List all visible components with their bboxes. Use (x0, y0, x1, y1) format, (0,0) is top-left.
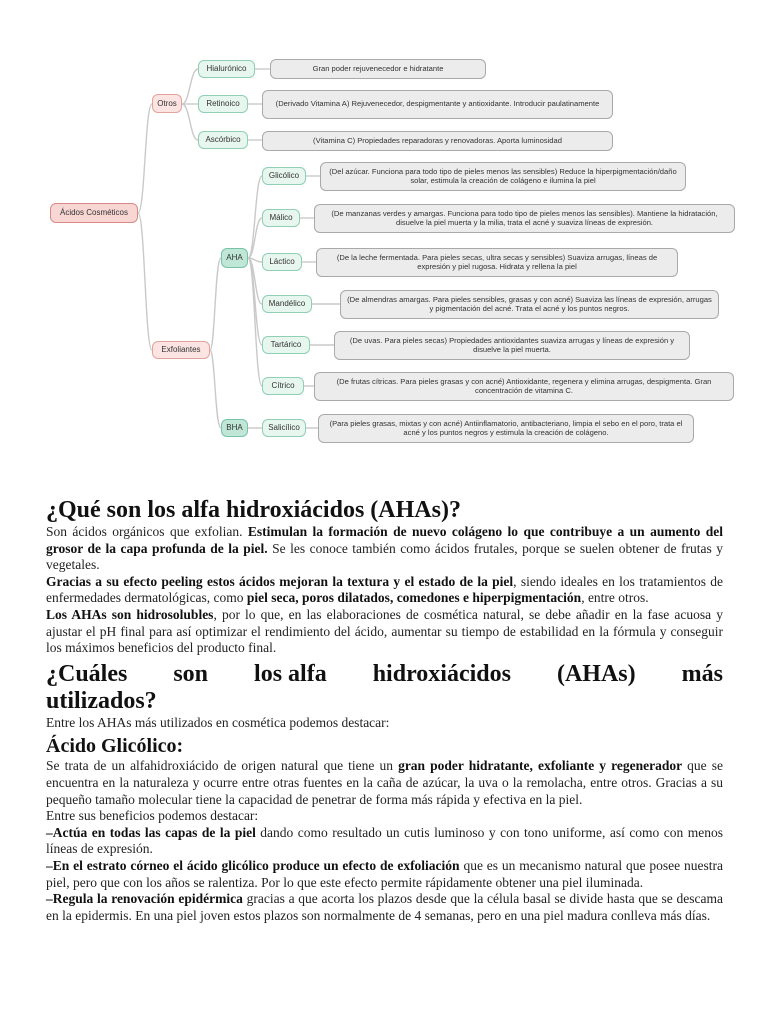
bold-run: –Actúa en todas las capas de la piel (46, 824, 256, 840)
glicolico-paragraph (46, 758, 723, 808)
item-lactico: Láctico (262, 253, 302, 271)
item-tartarico: Tartárico (262, 336, 310, 354)
title-word: hidroxiácidos (372, 660, 511, 687)
section2-title (46, 661, 723, 715)
desc-lactico: (De la leche fermentada. Para pieles secas, ultra secas y sensibles) Suaviza arrugas, líneas de expresión y piel rugosa. Hidrata y rellena la piel (316, 248, 678, 277)
desc-retinoico: (Derivado Vitamina A) Rejuvenecedor, despigmentante y antioxidante. Introducir paulatinamente (262, 90, 613, 119)
section1-paragraph-2 (46, 574, 723, 607)
item-citrico: Cítrico (262, 377, 304, 395)
desc-hialuronico: Gran poder rejuvenecedor e hidratante (270, 59, 486, 79)
bold-run: Estimulan la formación de nuevo colágeno lo que contribuye a un aumento del grosor de la capa profunda de la piel. (46, 524, 723, 556)
category-otros: Otros (152, 94, 182, 113)
category-bha: BHA (221, 419, 248, 437)
section2-title-line-2: utilizados? (46, 687, 157, 714)
article-body (46, 497, 723, 924)
section1-paragraph-3 (46, 607, 723, 657)
benefit-2 (46, 858, 723, 891)
section1-paragraph-1 (46, 524, 723, 574)
bold-run: Gracias a su efecto peeling estos ácidos mejoran la textura y el estado de la piel (46, 573, 514, 589)
bold-run: gran poder hidratante, exfoliante y regenerador (398, 758, 683, 774)
text-run: , siendo ideales en los tratamientos de enfermedades dermatológicas, como (46, 573, 723, 606)
benefit-3 (46, 891, 723, 924)
text-run: que es un mecanismo natural que posee nuestra piel, pero que con los años se ralentiza. Por lo que este efecto permite rápidamente obtener una piel iluminada. (46, 857, 723, 890)
benefit-1 (46, 825, 723, 858)
text-run: , entre otros. (581, 590, 649, 606)
item-malico: Málico (262, 209, 300, 227)
text-run: Son ácidos orgánicos que exfolian. (46, 524, 248, 539)
text-run: que se encuentra en la naturaleza y ocurre entre otras fuentes en la caña de azúcar, la uva o la remolacha, entre otros. Gracias a su pequeño tamaño molecular tiene la capacidad de penetrar de forma más rápida y efectiva en la piel. (46, 758, 723, 807)
item-glicolico: Glicólico (262, 167, 306, 185)
item-hialuronico: Hialurónico (198, 60, 255, 78)
desc-citrico: (De frutas cítricas. Para pieles grasas y con acné) Antioxidante, regenera y elimina arrugas, despigmenta. Gran concentración de vitamina C. (314, 372, 734, 401)
title-word: los alfa (254, 660, 327, 687)
title-word: más (681, 660, 723, 687)
root-node: Ácidos Cosméticos (50, 203, 138, 223)
desc-tartarico: (De uvas. Para pieles secas) Propiedades antioxidantes suaviza arrugas y líneas de expresión y disuelve la piel muerta. (334, 331, 690, 360)
category-exfoliantes: Exfoliantes (152, 341, 210, 359)
bold-run: Los AHAs son hidrosolubles (46, 606, 214, 622)
title-word: (AHAs) (556, 660, 636, 687)
item-ascorbico: Ascórbico (198, 131, 248, 149)
category-aha: AHA (221, 248, 248, 268)
bold-run: –Regula la renovación epidérmica (46, 891, 243, 907)
item-retinoico: Retinoico (198, 95, 248, 113)
section1-title: ¿Qué son los alfa hidroxiácidos (AHAs)? (46, 497, 461, 523)
text-run: gracias a que acorta los plazos desde que la célula basal se divide hasta que se descama en la epidermis. En una piel joven estos plazos son normalmente de 4 semanas, pero en una piel madura conlleva más días. (46, 891, 723, 923)
desc-mandelico: (De almendras amargas. Para pieles sensibles, grasas y con acné) Suaviza las líneas de expresión, arrugas y pigmentación del acné. Trata el acné y los puntos negros. (340, 290, 719, 319)
item-mandelico: Mandélico (262, 295, 312, 313)
desc-glicolico: (Del azúcar. Funciona para todo tipo de pieles menos las sensibles) Reduce la hiperpigmentación/daño solar, estimula la creación de colágeno e ilumina la piel (320, 162, 686, 191)
desc-malico: (De manzanas verdes y amargas. Funciona para todo tipo de pieles menos las sensibles). Mantiene la hidratación, disuelve la piel muerta y la milia, trata el acné y suaviza líneas de expresión. (314, 204, 735, 233)
item-salicilico: Salicílico (262, 419, 306, 437)
section2-title-line-1 (46, 661, 723, 688)
text-run: , por lo que, en las elaboraciones de cosmética natural, se debe añadir en la fase acuosa y ajustar el pH final para así optimizar el rendimiento del ácido, aumentar su tiempo de estabilidad en la fórmula y conseguir los máximos beneficios del producto final. (46, 606, 723, 656)
text-run: Se les conoce también como ácidos frutales, porque se suelen obtener de frutas y vegetales. (46, 540, 723, 573)
acidos-cosmeticos-mind-map (0, 0, 768, 460)
text-run: dando como resultado un cutis luminoso y con tono uniforme, así como con menos líneas de expresión. (46, 824, 723, 857)
text-run: Se trata de un alfahidroxiácido de origen natural que tiene un (46, 758, 399, 774)
section2-intro: Entre los AHAs más utilizados en cosmética podemos destacar: (46, 714, 390, 730)
desc-ascorbico: (Vitamina C) Propiedades reparadoras y renovadoras. Aporta luminosidad (262, 131, 613, 151)
desc-salicilico: (Para pieles grasas, mixtas y con acné) Antiinflamatorio, antibacteriano, limpia el sebo en el poro, trata el acné y los puntos negros y estimula la creación de colágeno. (318, 414, 694, 443)
bold-run: –En el estrato córneo el ácido glicólico produce un efecto de exfoliación (46, 857, 460, 873)
benefits-intro: Entre sus beneficios podemos destacar: (46, 808, 259, 824)
bold-run: piel seca, poros dilatados, comedones e hiperpigmentación (246, 590, 582, 606)
acido-glicolico-heading: Ácido Glicólico: (46, 735, 184, 758)
title-word: son (173, 660, 209, 687)
title-word: ¿Cuáles (46, 660, 128, 687)
